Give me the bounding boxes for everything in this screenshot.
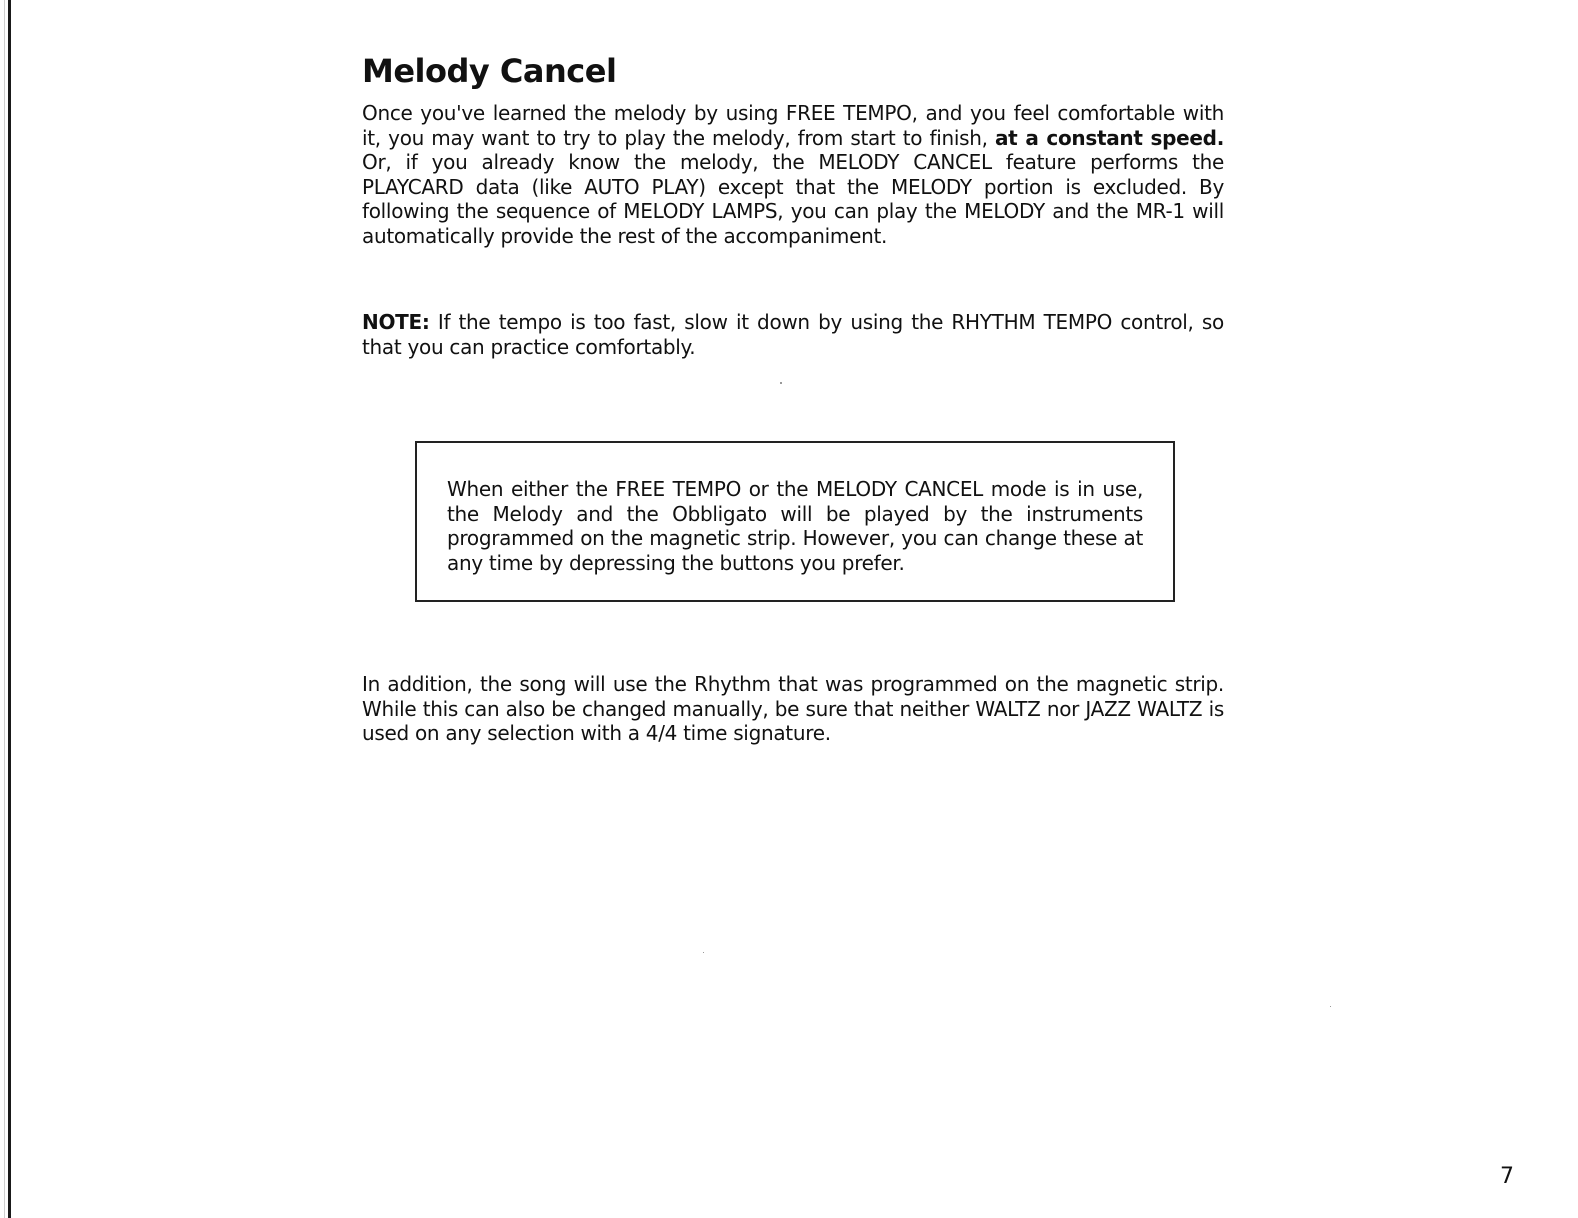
callout-text: When either the FREE TEMPO or the MELODY CANCEL mode is in use, the Melody and the Obbligato will be played by the instruments programmed on the magnetic strip. However, you can change these at any time by depressing the buttons you prefer. [447,477,1143,575]
scan-speck [1330,1006,1331,1007]
page-title: Melody Cancel [362,52,617,90]
binding-edge [8,0,11,1218]
callout-box [415,441,1175,602]
page-edge-shadow [4,0,5,1218]
intro-emphasis: at a constant speed. [994,125,1224,150]
note-text: If the tempo is too fast, slow it down by using the RHYTHM TEMPO control, so that you can practice comfortably. [362,310,1224,359]
intro-text-start: Once you've learned the melody by using FREE TEMPO, and you feel comfortable with it, you may want to try to play the melody, from start to finish, [362,101,1224,150]
note-paragraph [362,310,1224,359]
intro-text-end: Or, if you already know the melody, the MELODY CANCEL feature performs the PLAYCARD data (like AUTO PLAY) except that the MELODY portion is excluded. By following the sequence of MELODY LAMPS, you can play the MELODY and the MR-1 will automatically provide the rest of the accompaniment. [362,150,1224,248]
addition-paragraph: In addition, the song will use the Rhythm that was programmed on the magnetic strip. While this can also be changed manually, be sure that neither WALTZ nor JAZZ WALTZ is used on any selection with a 4/4 time signature. [362,672,1224,745]
scan-speck [780,382,782,384]
scan-speck [703,952,704,953]
note-label: NOTE: [362,310,430,334]
page-number: 7 [1500,1164,1514,1189]
intro-paragraph [362,101,1224,248]
